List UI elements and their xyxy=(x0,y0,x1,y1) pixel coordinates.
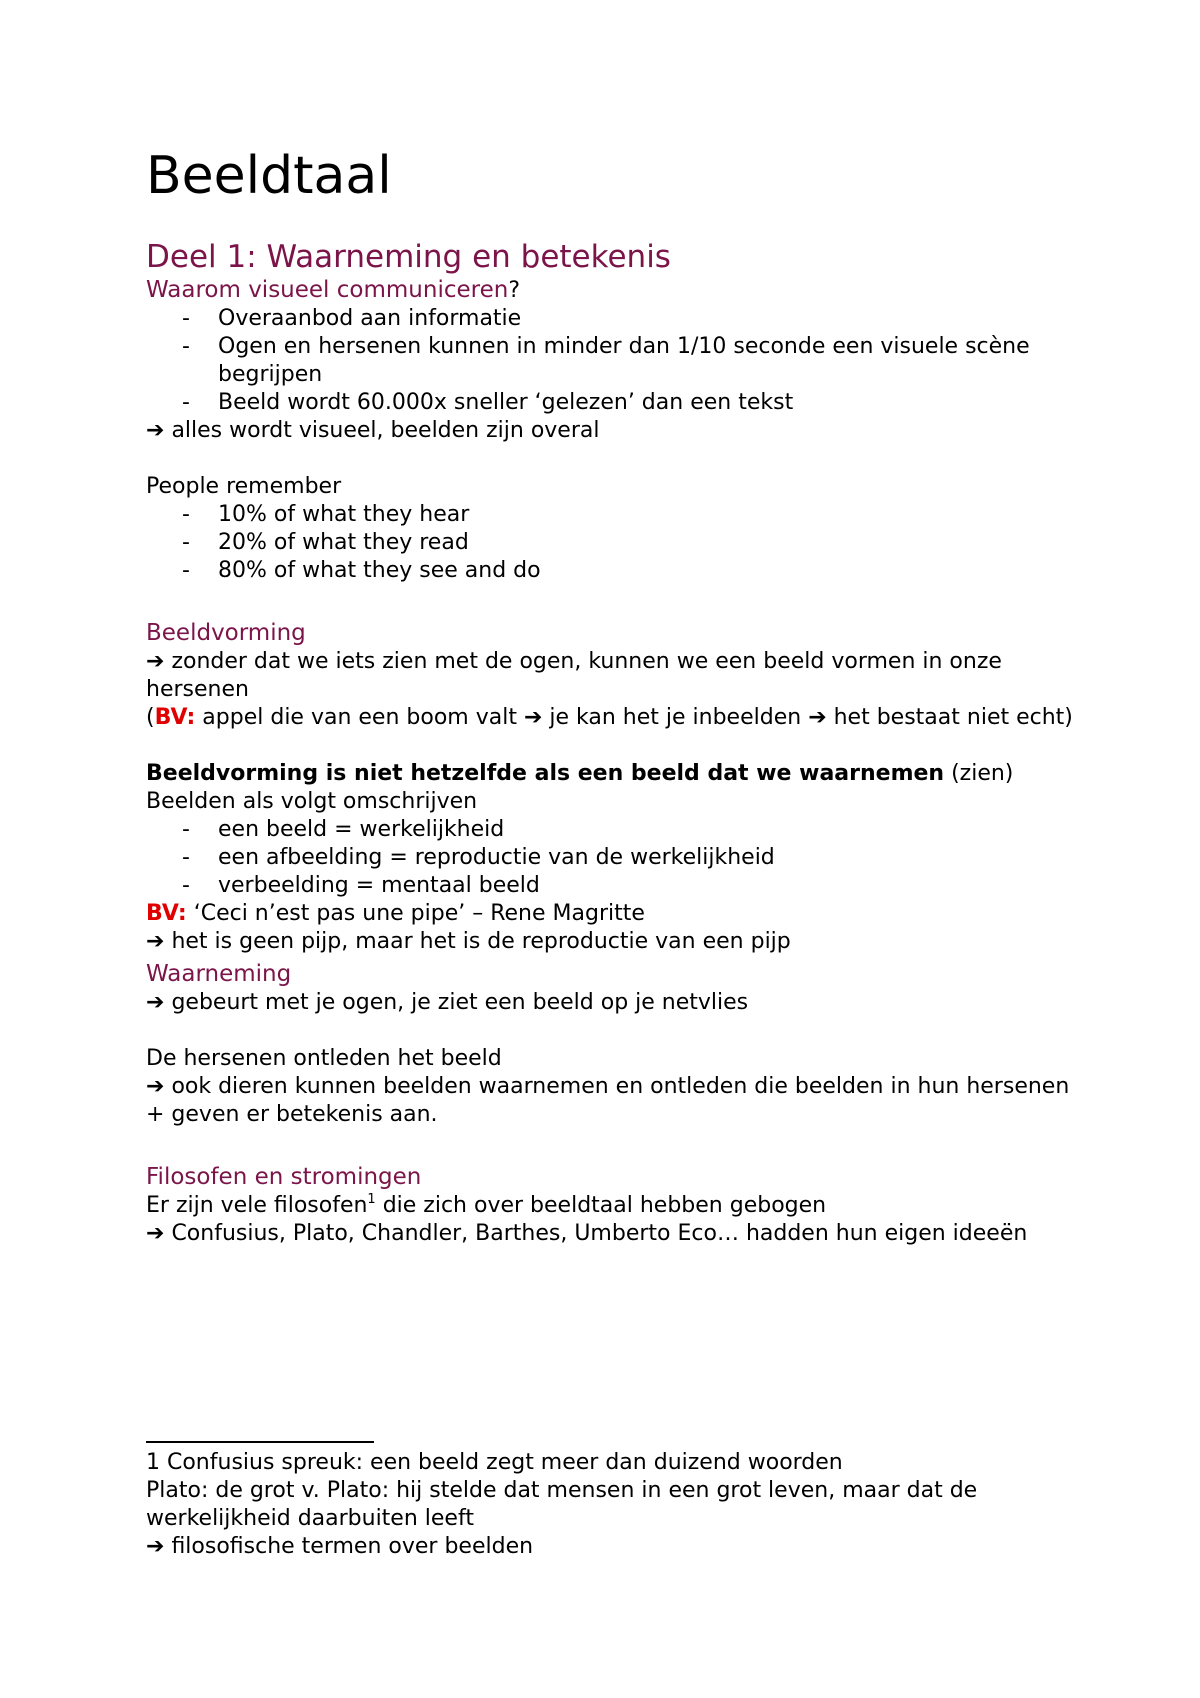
remember-intro: People remember xyxy=(146,474,342,499)
remember-list xyxy=(146,501,1086,585)
arrow-icon: ➔ xyxy=(146,929,165,954)
omschrijven-intro: Beelden als volgt omschrijven xyxy=(146,789,478,814)
heading-filosofen: Filosofen en stromingen xyxy=(146,1164,422,1190)
example-label: BV: xyxy=(154,705,196,730)
beeldvorming-example: (BV: appel die van een boom valt ➔ je kan het je inbeelden ➔ het bestaat niet echt) xyxy=(146,705,1073,730)
heading-beeldvorming: Beeldvorming xyxy=(146,620,306,646)
spacer xyxy=(146,1129,1086,1163)
definitions-list xyxy=(146,816,1086,900)
hersenen-line: De hersenen ontleden het beeld xyxy=(146,1046,502,1071)
conclusion-line: ➔ alles wordt visueel, beelden zijn overal xyxy=(146,418,600,443)
list-item: - een afbeelding = reproductie van de werkelijkheid xyxy=(182,845,775,870)
heading-waarneming: Waarneming xyxy=(146,961,292,987)
list-item: - een beeld = werkelijkheid xyxy=(182,817,505,842)
spacer xyxy=(146,1017,1086,1045)
magritte-conclusion: ➔ het is geen pijp, maar het is de reproductie van een pijp xyxy=(146,929,791,954)
list-item: - Overaanbod aan informatie xyxy=(182,306,522,331)
footnote-line: ➔ filosofische termen over beelden xyxy=(146,1534,534,1559)
arrow-icon: ➔ xyxy=(808,705,827,730)
footnote xyxy=(146,1449,1096,1561)
list-item: - Ogen en hersenen kunnen in minder dan 1/10 seconde een visuele scène begrijpen xyxy=(182,334,1030,387)
question-mark: ? xyxy=(508,278,520,303)
arrow-icon: ➔ xyxy=(146,418,165,443)
verschil-statement: Beeldvorming is niet hetzelfde als een beeld dat we waarnemen (zien) xyxy=(146,761,1014,786)
list-item: - 10% of what they hear xyxy=(182,502,470,527)
dash-marker: - xyxy=(182,390,190,415)
arrow-icon: ➔ xyxy=(523,705,543,730)
question-colored: Waarom visueel communiceren xyxy=(146,277,509,303)
list-item: - 20% of what they read xyxy=(182,530,469,555)
list-item: - verbeelding = mentaal beeld xyxy=(182,873,540,898)
example-label: BV: xyxy=(146,901,187,926)
list-item: - 80% of what they see and do xyxy=(182,558,541,583)
beeldvorming-line: ➔ zonder dat we iets zien met de ogen, kunnen we een beeld vormen in onze hersenen xyxy=(146,649,1002,702)
question-heading xyxy=(146,276,1086,305)
dash-marker: - xyxy=(182,873,190,898)
spacer xyxy=(146,445,1086,473)
footnote-ref[interactable]: 1 xyxy=(367,1191,376,1207)
document-body xyxy=(146,140,1086,1248)
dash-marker: - xyxy=(182,845,190,870)
dieren-line: ➔ ook dieren kunnen beelden waarnemen en ontleden die beelden in hun hersenen + geven er betekenis aan. xyxy=(146,1074,1070,1127)
magritte-example: BV: ‘Ceci n’est pas une pipe’ – Rene Magritte xyxy=(146,901,645,926)
filosofen-line: Er zijn vele filosofen$^1$ die zich over beeldtaal hebben gebogen xyxy=(146,1191,827,1218)
waarneming-line: ➔ gebeurt met je ogen, je ziet een beeld op je netvlies xyxy=(146,990,749,1015)
arrow-icon: ➔ xyxy=(146,1221,165,1246)
filosofen-list-line: ➔ Confusius, Plato, Chandler, Barthes, Umberto Eco… hadden hun eigen ideeën xyxy=(146,1221,1028,1246)
arrow-icon: ➔ xyxy=(146,1534,165,1559)
spacer xyxy=(146,732,1086,760)
arrow-icon: ➔ xyxy=(146,990,165,1015)
document-title: Beeldtaal xyxy=(146,146,392,206)
arrow-icon: ➔ xyxy=(146,1074,165,1099)
reasons-list xyxy=(146,305,1086,417)
dash-marker: - xyxy=(182,530,190,555)
arrow-icon: ➔ xyxy=(146,649,165,674)
spacer xyxy=(146,585,1086,619)
list-item: - Beeld wordt 60.000x sneller ‘gelezen’ dan een tekst xyxy=(182,390,794,415)
footnote-line: Plato: de grot v. Plato: hij stelde dat mensen in een grot leven, maar dat de werkelijkheid daarbuiten leeft xyxy=(146,1478,978,1531)
dash-marker: - xyxy=(182,334,190,359)
footnote-separator xyxy=(146,1441,374,1443)
dash-marker: - xyxy=(182,817,190,842)
dash-marker: - xyxy=(182,502,190,527)
dash-marker: - xyxy=(182,306,190,331)
section-heading-deel-1: Deel 1: Waarneming en betekenis xyxy=(146,239,671,275)
dash-marker: - xyxy=(182,558,190,583)
footnote-line: 1 Confusius spreuk: een beeld zegt meer dan duizend woorden xyxy=(146,1450,843,1475)
